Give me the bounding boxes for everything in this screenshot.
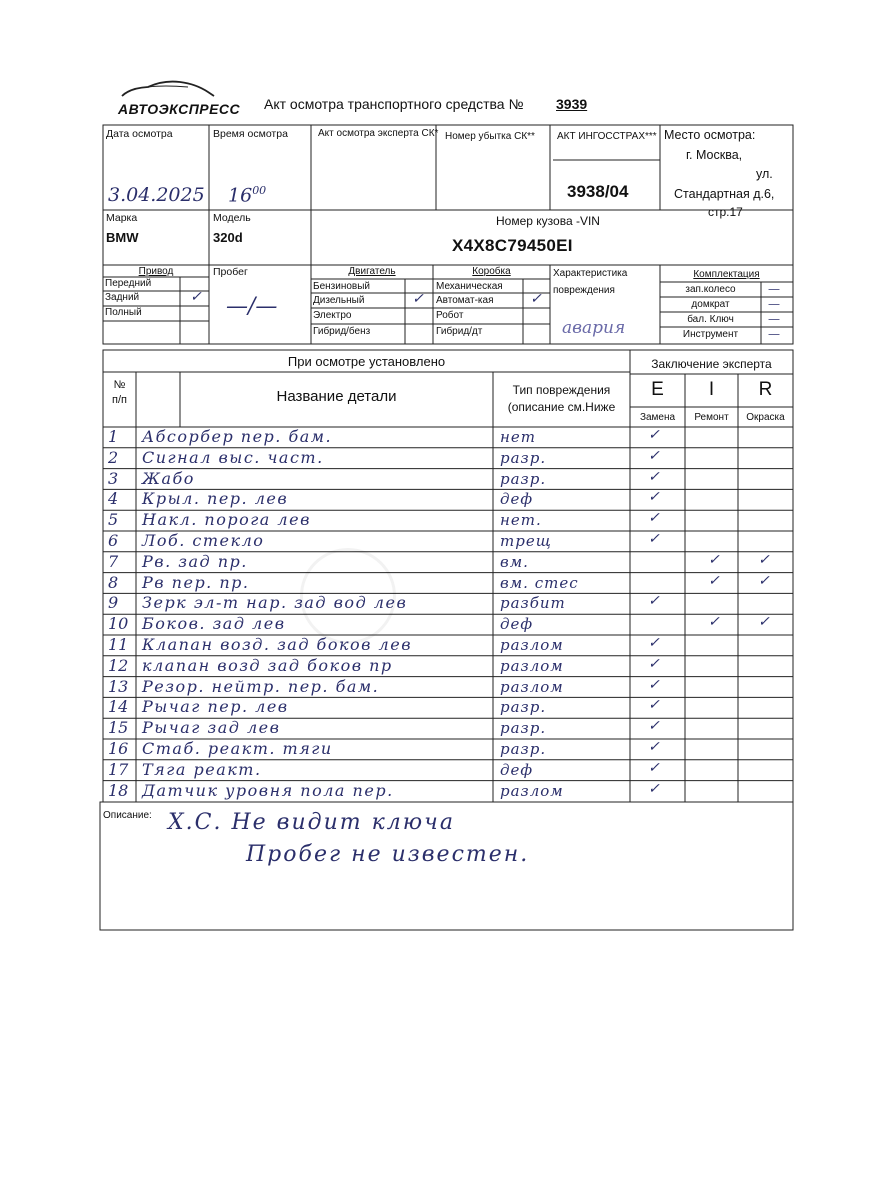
check-replace: ✓	[648, 676, 660, 693]
check-replace: ✓	[648, 531, 660, 547]
check-paint: ✓	[758, 614, 770, 631]
part-name: Сигнал выс. част.	[142, 447, 324, 467]
damage-type: деф	[500, 615, 534, 634]
row-number: 15	[108, 718, 129, 738]
damage-type: разр.	[500, 469, 547, 488]
part-name: Зерк эл-т нар. зад вод лев	[142, 593, 408, 613]
part-name: Клапан возд. зад боков лев	[142, 635, 413, 654]
check-replace: ✓	[648, 635, 660, 651]
time-hours: 16	[228, 184, 253, 207]
col-i-sub: Ремонт	[694, 412, 729, 423]
check-replace: ✓	[648, 655, 660, 672]
row-number: 18	[108, 780, 129, 800]
damage-type: разлом	[500, 656, 564, 675]
description-line2: Пробег не известен.	[246, 842, 530, 867]
place-line1: г. Москва,	[686, 148, 743, 162]
page-title: Акт осмотра транспортного средства №	[264, 96, 524, 112]
part-name: Лоб. стекло	[142, 531, 265, 550]
table-row	[0, 594, 875, 615]
kit-mark: —	[768, 312, 780, 326]
table-title: При осмотре установлено	[287, 354, 446, 369]
damage-value: авария	[562, 318, 626, 338]
engine-option: Электро	[313, 310, 352, 321]
row-number: 13	[108, 676, 129, 696]
engine-header: Двигатель	[348, 266, 396, 277]
table-row	[0, 740, 875, 761]
check-replace: ✓	[648, 510, 660, 527]
damage-type: разр.	[500, 698, 547, 717]
part-name: Абсорбер пер. бам.	[142, 427, 333, 446]
gearbox-option: Робот	[436, 310, 464, 321]
damage-type: деф	[500, 490, 534, 509]
make-label: Марка	[106, 212, 138, 224]
damage-type: разр.	[500, 719, 547, 738]
description-label: Описание:	[103, 810, 152, 821]
kit-mark: —	[768, 282, 780, 296]
table-row	[0, 449, 875, 470]
part-name: Крыл. пер. лев	[142, 489, 289, 509]
description-line1: Х.С. Не видит ключа	[168, 810, 455, 835]
table-row	[0, 678, 875, 699]
check-replace: ✓	[648, 593, 660, 610]
table-row	[0, 719, 875, 740]
date-value: 3.04.2025	[108, 184, 205, 206]
damage-type: разр.	[500, 740, 547, 758]
check-repair: ✓	[708, 614, 720, 631]
ingos-label: АКТ ИНГОССТРАХ***	[557, 131, 657, 142]
gearbox-check: ✓	[530, 291, 542, 307]
col-e-header: E	[651, 379, 664, 400]
damage-type: разлом	[500, 781, 564, 800]
table-row	[0, 428, 875, 449]
drive-option: Задний	[105, 292, 140, 303]
row-number: 8	[108, 572, 119, 592]
col-num-header	[103, 378, 136, 408]
row-number: 17	[108, 759, 129, 779]
row-number: 16	[108, 739, 129, 758]
loss-number-label: Номер убытка СК**	[445, 131, 535, 142]
place-line3: Стандартная д.6,	[674, 187, 775, 201]
damage-type: вм.	[500, 552, 529, 571]
damage-type: разлом	[500, 677, 564, 696]
kit-option: бал. Ключ	[687, 314, 734, 325]
place-line4: стр.17	[708, 205, 743, 219]
date-label: Дата осмотра	[106, 128, 173, 140]
vin-value: X4X8C79450EI	[452, 236, 573, 255]
part-name: клапан возд зад боков пр	[142, 655, 393, 675]
damage-type: нет.	[500, 511, 542, 530]
kit-option: зап.колесо	[685, 284, 736, 295]
col-type-line2: (описание см.Ниже	[507, 400, 616, 414]
check-replace: ✓	[648, 739, 660, 755]
table-row	[0, 490, 875, 511]
part-name: Рычаг зад лев	[142, 718, 281, 738]
check-replace: ✓	[648, 697, 660, 714]
check-replace: ✓	[648, 427, 660, 443]
row-number: 11	[108, 635, 129, 654]
part-name: Жабо	[142, 468, 195, 488]
time-minutes: 00	[252, 184, 267, 197]
mileage-label: Пробег	[213, 266, 248, 278]
check-repair: ✓	[708, 551, 720, 568]
engine-option: Гибрид/бенз	[313, 326, 371, 337]
col-r-sub: Окраска	[746, 412, 785, 423]
make-value: BMW	[106, 230, 139, 245]
time-value	[228, 184, 266, 206]
gearbox-header: Коробка	[472, 266, 511, 277]
expert-act-label: Акт осмотра эксперта СК*	[318, 128, 439, 139]
watermark-logo	[300, 548, 396, 644]
damage-type: трещ	[500, 532, 552, 550]
table-row	[0, 615, 875, 636]
row-number: 6	[108, 531, 119, 550]
part-name: Рв пер. пр.	[142, 572, 250, 592]
engine-check: ✓	[412, 291, 424, 307]
row-number: 14	[108, 697, 129, 717]
drive-option: Передний	[105, 278, 152, 289]
table-row	[0, 553, 875, 574]
kit-option: Инструмент	[682, 329, 739, 340]
mileage-value: —/—	[226, 294, 278, 319]
kit-mark: —	[768, 297, 780, 311]
time-label: Время осмотра	[213, 128, 288, 140]
damage-type: вм. стес	[500, 573, 579, 592]
expert-title: Заключение эксперта	[651, 357, 772, 371]
check-replace: ✓	[648, 780, 660, 797]
damage-type: разлом	[500, 636, 564, 654]
check-paint: ✓	[758, 551, 770, 568]
row-number: 7	[108, 551, 119, 571]
check-replace: ✓	[648, 718, 660, 735]
row-number: 5	[108, 510, 119, 530]
gearbox-option: Автомат-кая	[436, 295, 494, 306]
table-row	[0, 782, 875, 803]
drive-header: Привод	[138, 266, 174, 277]
row-number: 3	[108, 468, 119, 488]
check-replace: ✓	[648, 489, 660, 506]
row-number: 10	[108, 614, 129, 634]
part-name: Рв. зад пр.	[142, 551, 248, 571]
col-part-header: Название детали	[276, 388, 397, 405]
check-replace: ✓	[648, 468, 660, 485]
model-value: 320d	[213, 230, 243, 245]
damage-label-1: Характеристика	[553, 268, 628, 279]
part-name: Рычаг пер. лев	[142, 697, 289, 717]
ingos-value: 3938/04	[567, 182, 629, 201]
check-repair: ✓	[708, 572, 720, 589]
row-number: 12	[108, 655, 129, 675]
gearbox-option: Механическая	[436, 281, 503, 292]
table-row	[0, 657, 875, 678]
vin-label: Номер кузова -VIN	[496, 214, 600, 228]
model-label: Модель	[213, 212, 251, 224]
gearbox-option: Гибрид/дт	[436, 326, 483, 337]
col-type-line1: Тип повреждения	[512, 383, 611, 397]
engine-option: Дизельный	[313, 295, 365, 306]
kit-header: Комплектация	[693, 269, 760, 280]
check-replace: ✓	[648, 447, 660, 464]
table-row	[0, 511, 875, 532]
kit-mark: —	[768, 327, 780, 341]
damage-type: разр.	[500, 448, 547, 467]
row-number: 2	[108, 447, 119, 467]
damage-type: деф	[500, 760, 534, 779]
table-row	[0, 532, 875, 553]
table-row	[0, 761, 875, 782]
act-number: 3939	[556, 96, 588, 112]
damage-label-2: повреждения	[553, 285, 615, 296]
table-row	[0, 698, 875, 719]
place-label: Место осмотра:	[664, 128, 756, 142]
drive-check: ✓	[190, 289, 202, 305]
col-i-header: I	[708, 379, 715, 400]
check-replace: ✓	[648, 759, 660, 776]
place-line2: ул.	[756, 167, 773, 181]
damage-type: нет	[500, 428, 536, 446]
table-row	[0, 574, 875, 595]
part-name: Тяга реакт.	[142, 759, 262, 779]
col-num-line2: п/п	[112, 394, 127, 406]
table-row	[0, 470, 875, 491]
kit-option: домкрат	[691, 299, 730, 310]
row-number: 9	[108, 593, 119, 613]
engine-option: Бензиновый	[313, 281, 370, 292]
col-e-sub: Замена	[639, 412, 676, 423]
damage-type: разбит	[500, 594, 566, 613]
col-num-line1: №	[113, 379, 126, 391]
row-number: 1	[108, 427, 119, 446]
part-name: Накл. порога лев	[142, 510, 311, 530]
col-type-header	[493, 382, 630, 416]
row-number: 4	[108, 489, 119, 509]
check-paint: ✓	[758, 572, 770, 589]
part-name: Резор. нейтр. пер. бам.	[142, 676, 380, 696]
part-name: Стаб. реакт. тяги	[142, 739, 333, 758]
logo-text: АВТОЭКСПРЕСС	[118, 101, 241, 117]
part-name: Датчик уровня пола пер.	[142, 780, 394, 800]
drive-option: Полный	[105, 307, 142, 318]
col-r-header: R	[758, 379, 773, 400]
part-name: Боков. зад лев	[142, 614, 286, 634]
table-row	[0, 636, 875, 657]
